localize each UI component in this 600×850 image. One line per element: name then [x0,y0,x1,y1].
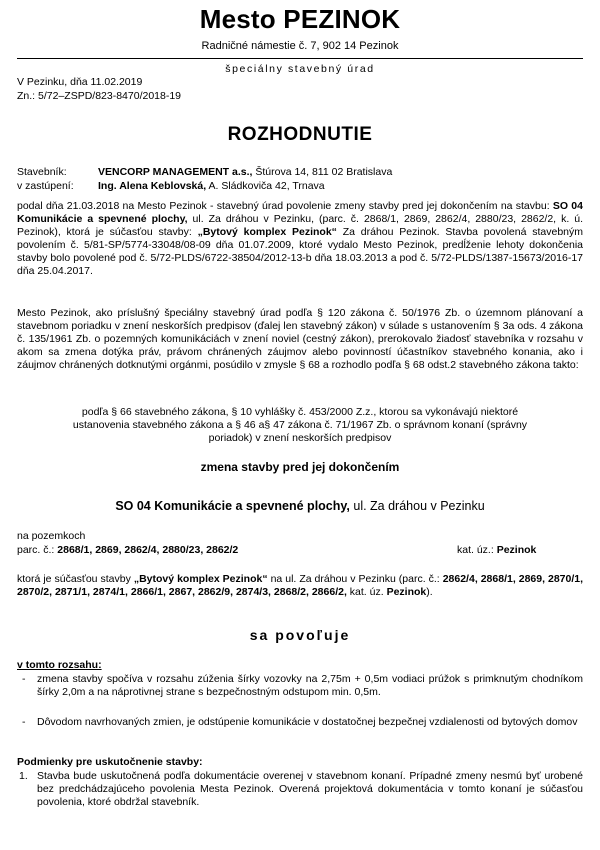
permits-heading: sa povoľuje [249,627,351,643]
building-cadastral: Pezinok [386,586,427,598]
land-label: na pozemkoch [17,530,86,542]
building-text-2: na ul. Za dráhou v Pezinku (parc. č.: [267,573,443,585]
application-building: „Bytový komplex Pezinok“ [197,226,337,238]
application-paragraph [17,200,583,278]
authority-paragraph: Mesto Pezinok, ako príslušný špeciálny stavebný úrad podľa § 120 zákona č. 50/1976 Zb. o územnom plánovaní a stavebnom poriadku v znení neskorších predpisov (ďalej len stavebný zákon) v súlade s ustanovením § 3a ods. 4 zákona č. 135/1961 Zb. o pozemných komunikáciách v znení noviel (cestný zákon), prerokovalo žiadosť stavebníka v rozsahu v akom sa zmena dotýka práv, právom chránených záujmov alebo povinností účastníkov stavebného konania, ako i záujmov chránených dotknutými orgánmi, posúdilo v zmysle § 68 a rozhodlo podľa § 68 odst.2 stavebného zákona takto: [17,307,583,371]
header-divider [17,58,583,59]
representative-address: A. Sládkoviča 42, Trnava [208,180,325,192]
parcel-label: parc. č.: [17,544,58,556]
office-name: špeciálny stavebný úrad [225,63,375,75]
object-location: ul. Za dráhou v Pezinku [349,499,485,513]
application-text-3: Za dráhou Pezinok. Stavba povolená stavebným povolením č. 5/81-SP/5774-33048/08-09 dňa 01.07.2009, ktoré vydalo Mesto Pezinok, predĺženie lehoty dokončenia stavby bolo povolené pod č. 5/72-PLDS/6722-38504/2012-13-b dňa 18.03.2013 a pod č. 5/72-PLDS/1387-15673/2016-17 dňa 25.04.2017. [17,226,583,277]
parcel-numbers: 2868/1, 2869, 2862/4, 2880/23, 2862/2 [57,544,239,556]
document-title: ROZHODNUTIE [227,124,373,145]
scope-bullet: - [22,716,26,728]
cadastral-label: kat. úz.: [457,544,497,556]
scope-heading: v tomto rozsahu: [17,659,102,671]
building-text-1: ktorá je súčasťou stavby [17,573,134,585]
scope-item: Dôvodom navrhovaných zmien, je odstúpenie komunikácie v dostatočnej bezpečnej vzdialenosti od bytových domov [37,716,578,728]
city-heading: Mesto PEZINOK [199,4,401,34]
building-paragraph [17,573,583,599]
representative-info [98,180,325,193]
office-address: Radničné námestie č. 7, 902 14 Pezinok [201,40,399,52]
representative-name: Ing. Alena Keblovská, [98,180,207,192]
building-name: „Bytový komplex Pezinok“ [133,573,268,585]
application-text-2: ul. Za dráhou v Pezinku, (parc. č. 2868/1, 2869, 2862/4, 2880/23, 2862/2, k. ú. Pezinok), ktorá je súčasťou stavby: [17,213,583,238]
legal-basis-line: podľa § 66 stavebného zákona, § 10 vyhlášky č. 453/2000 Z.z., ktorou sa vykonávajú niektoré [81,406,519,418]
building-text-4: ). [426,586,433,598]
application-object: SO 04 Komunikácie a spevnené plochy, [17,200,583,225]
scope-bullet: - [22,673,26,685]
conditions-heading: Podmienky pre uskutočnenie stavby: [17,756,203,768]
parcel-line [17,544,238,557]
condition-number: 1. [19,770,28,782]
object-heading [0,499,600,513]
legal-basis-line: ustanovenia stavebného zákona a § 46 a§ 47 zákona č. 71/1967 Zb. o správnom konaní (správny [72,419,528,431]
builder-info [98,166,392,179]
builder-address: Štúrova 14, 811 02 Bratislava [255,166,393,178]
cadastral-value: Pezinok [496,544,537,556]
builder-name: VENCORP MANAGEMENT a.s., [98,166,253,178]
reference-number: Zn.: 5/72–ZSPD/823-8470/2018-19 [17,90,182,102]
decision-heading: zmena stavby pred jej dokončením [200,460,400,474]
representative-label: v zastúpení: [17,180,74,192]
legal-basis [0,406,600,445]
condition-text: Stavba bude uskutočnená podľa dokumentácie overenej v stavebnom konaní. Prípadné zmeny nesmú byť urobené bez predchádzajúceho povolenia Mesta Pezinok. Overená projektová dokumentácia v tomto konaní je súčasťou povolenia, ktoré obdržal stavebník. [37,770,583,808]
cadastral-line [457,544,536,557]
legal-basis-line: poriadok) v znení neskorších predpisov [208,432,392,444]
builder-label: Stavebník: [17,166,67,178]
date-line: V Pezinku, dňa 11.02.2019 [17,76,143,88]
building-text-3: kat. úz. [346,586,387,598]
building-parcels: 2862/4, 2868/1, 2869, 2870/1, 2870/2, 2871/1, 2874/1, 2866/1, 2867, 2862/9, 2874/3, 2868/2, 2866/2, [17,573,584,598]
application-text-1: podal dňa 21.03.2018 na Mesto Pezinok - stavebný úrad povolenie zmeny stavby pred jej dokončením na stavbu: [17,200,553,212]
scope-item: zmena stavby spočíva v rozsahu zúženia šírky vozovky na 2,75m + 0,5m vodiaci prúžok s primknutým chodníkom šírky 2,0m a na náprotivnej strane s bezpečnostným odstupom min. 0,5m. [37,673,583,698]
object-name: SO 04 Komunikácie a spevnené plochy, [115,499,350,513]
